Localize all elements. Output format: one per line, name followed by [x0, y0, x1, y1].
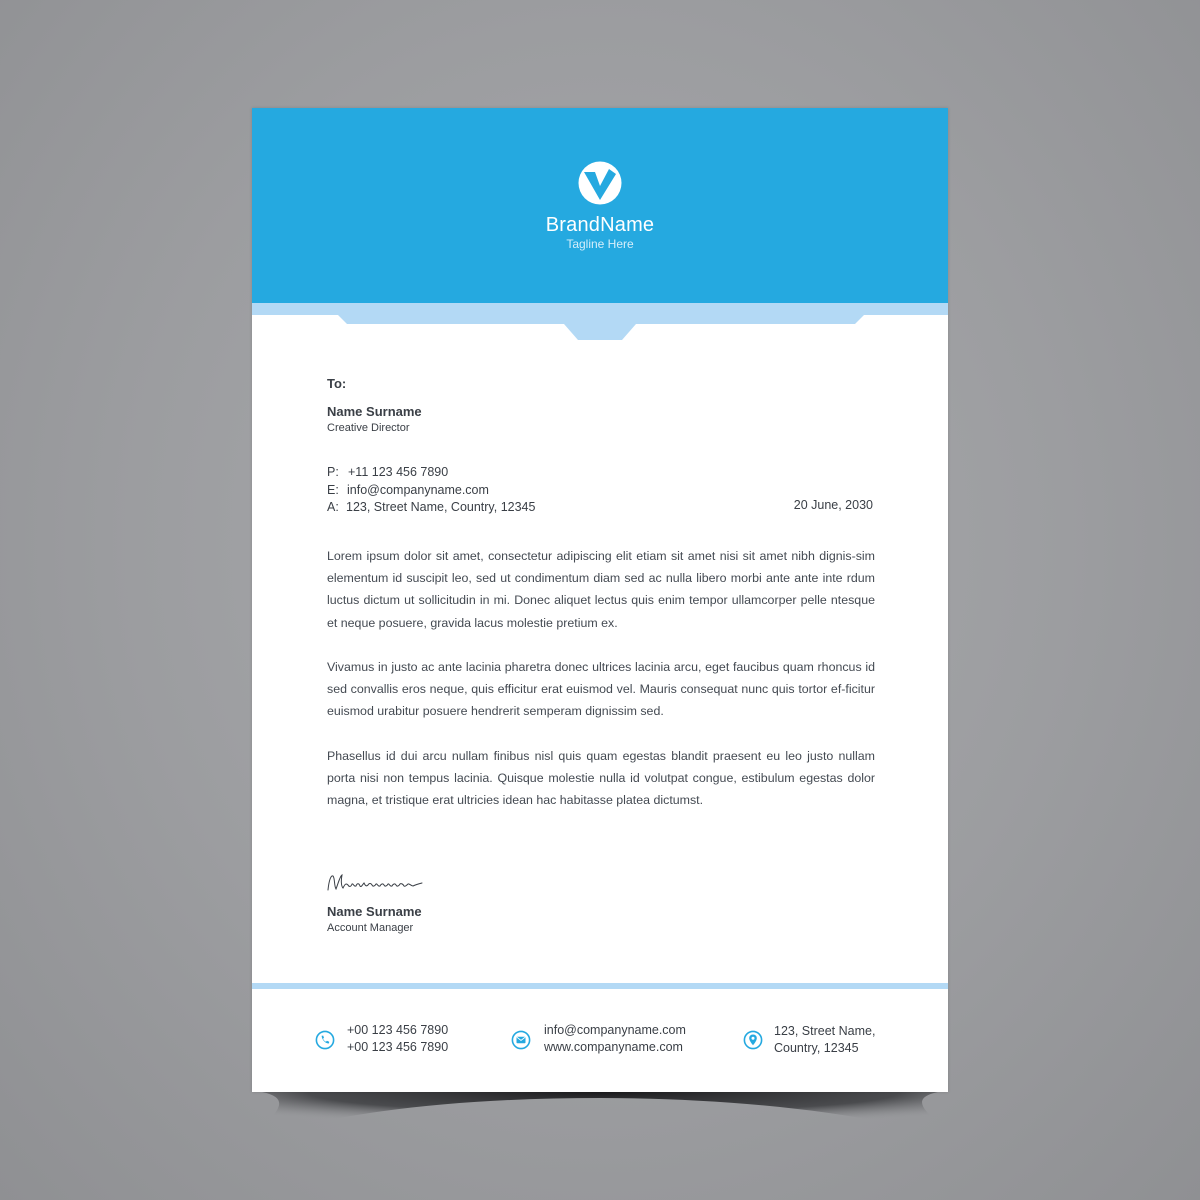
brand-name: BrandName [545, 214, 655, 236]
header-decoration [252, 303, 948, 343]
contact-address [327, 500, 535, 514]
contact-phone-label: P: [327, 465, 339, 479]
letter-date: 20 June, 2030 [793, 498, 873, 512]
location-pin-icon [743, 1030, 763, 1050]
signatory-title: Account Manager [327, 922, 414, 934]
contact-phone-value: +11 123 456 7890 [348, 465, 449, 479]
to-label: To: [327, 376, 347, 391]
recipient-name: Name Surname [327, 404, 422, 419]
phone-icon [315, 1030, 335, 1050]
recipient-title: Creative Director [327, 422, 410, 434]
contact-email-value: info@companyname.com [347, 483, 489, 497]
footer-phone-line1: +00 123 456 7890 [347, 1023, 449, 1037]
footer-website-line2: www.companyname.com [544, 1040, 683, 1054]
contact-email-label: E: [327, 483, 339, 497]
signatory-name: Name Surname [327, 904, 422, 919]
email-icon [511, 1030, 531, 1050]
footer-phone-line2: +00 123 456 7890 [347, 1040, 449, 1054]
contact-email [327, 483, 489, 497]
brand-tagline: Tagline Here [566, 237, 634, 251]
brand-logo-icon [578, 161, 622, 205]
body-paragraph: Phasellus id dui arcu nullam finibus nisl quis quam egestas blandit praesent eu leo justo nullam porta nisi non tempus lacinia. Quisque molestie nulla id volutpat congue, estibulum egestas dolor magna, et tristique erat ultricies idean hac habitasse platea dictumst. [327, 749, 875, 808]
contact-phone [327, 465, 448, 479]
footer-email-line1: info@companyname.com [544, 1023, 686, 1037]
footer-address-line1: 123, Street Name, [774, 1024, 876, 1038]
contact-address-value: 123, Street Name, Country, 12345 [346, 500, 536, 514]
body-paragraph: Vivamus in justo ac ante lacinia pharetra donec ultrices lacinia arcu, eget faucibus quam rhoncus id sed convallis eros neque, quis efficitur erat euismod vel. Mauris consequat nunc quis tortor ef-ficitur euismod urabitur posuere hendrerit semperam dignissim sed. [327, 660, 875, 719]
body-paragraph: Lorem ipsum dolor sit amet, consectetur adipiscing elit etiam sit amet nisi sit amet nibh dignis-sim elementum id suscipit leo, sed ut condimentum diam sed ac nulla libero morbi ante ante inte rdum luctus dictum ut sollicitudin in mi. Donec aliquet lectus quis enim tempor ullamcorper pelle ntesque et neque posuere, gravida lacus molestie pretium ex. [327, 549, 875, 630]
contact-address-label: A: [327, 500, 339, 514]
footer-divider [252, 983, 948, 989]
handwritten-signature [326, 870, 426, 896]
letterhead-page [252, 108, 948, 1092]
letterhead-header [252, 108, 948, 303]
footer-address-line2: Country, 12345 [774, 1041, 859, 1055]
